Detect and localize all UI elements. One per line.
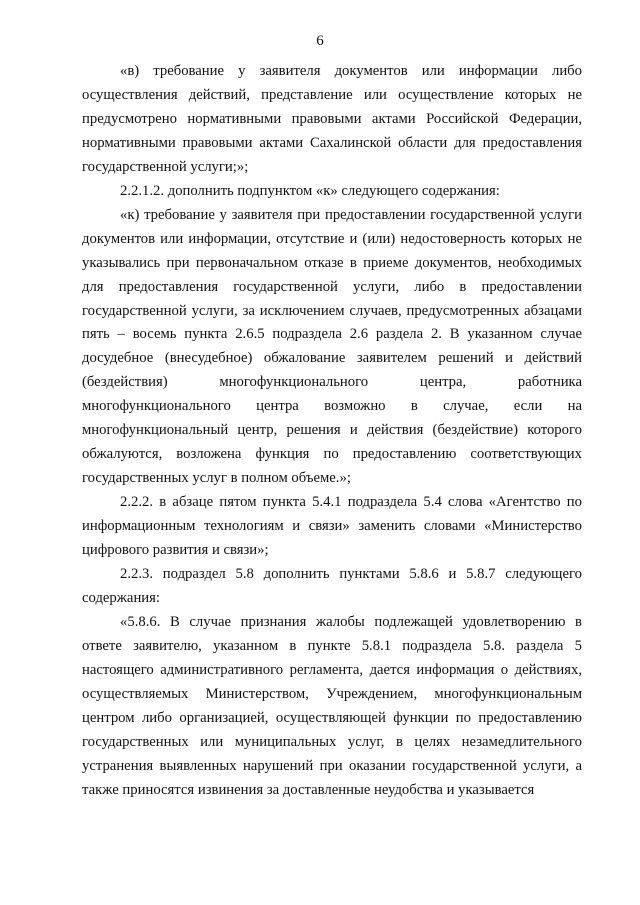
paragraph-2-2-3: 2.2.3. подраздел 5.8 дополнить пунктами 5.8.6 и 5.8.7 следующего содержания: [82,566,582,606]
paragraph-2-2-1-2: 2.2.1.2. дополнить подпунктом «к» следующего содержания: [120,182,500,199]
page-number: 6 [316,33,324,49]
document-body [82,60,582,803]
paragraph-2-2-2: 2.2.2. в абзаце пятом пункта 5.4.1 подраздела 5.4 слова «Агентство по информационным технологиям и связи» заменить словами «Министерство цифрового развития и связи»; [82,494,582,559]
paragraph-5-8-6: «5.8.6. В случае признания жалобы подлежащей удовлетворению в ответе заявителю, указанном в пункте 5.8.1 подраздела 5.8. раздела 5 настоящего административного регламента, дается информация о действиях, осуществляемых Министерством, Учреждением, многофункциональным центром либо организацией, осуществляющей функции по предоставлению государственных или муниципальных услуг, в целях незамедлительного устранения выявленных нарушений при оказании государственной услуги, а также приносятся извинения за доставленные неудобства и указывается [82,613,582,798]
paragraph-item-v: «в) требование у заявителя документов или информации либо осуществления действий, представление или осуществление которых не предусмотрено нормативными правовыми актами Российской Федерации, нормативными правовыми актами Сахалинской области для предоставления государственной услуги;»; [82,63,582,175]
paragraph-item-k: «к) требование у заявителя при предоставлении государственной услуги документов или информации, отсутствие и (или) недостоверность которых не указывались при первоначальном отказе в приеме документов, необходимых для предоставления государственной услуги, либо в предоставлении государственной услуги, за исключением случаев, предусмотренных абзацами пять – восемь пункта 2.6.5 подраздела 2.6 раздела 2. В указанном случае досудебное (внесудебное) обжалование заявителем решений и действий (бездействия) многофункционального центра, работника многофункционального центра возможно в случае, если на многофункциональный центр, решения и действия (бездействие) которого обжалуются, возложена функция по предоставлению соответствующих государственных услуг в полном объеме.»; [82,206,582,487]
